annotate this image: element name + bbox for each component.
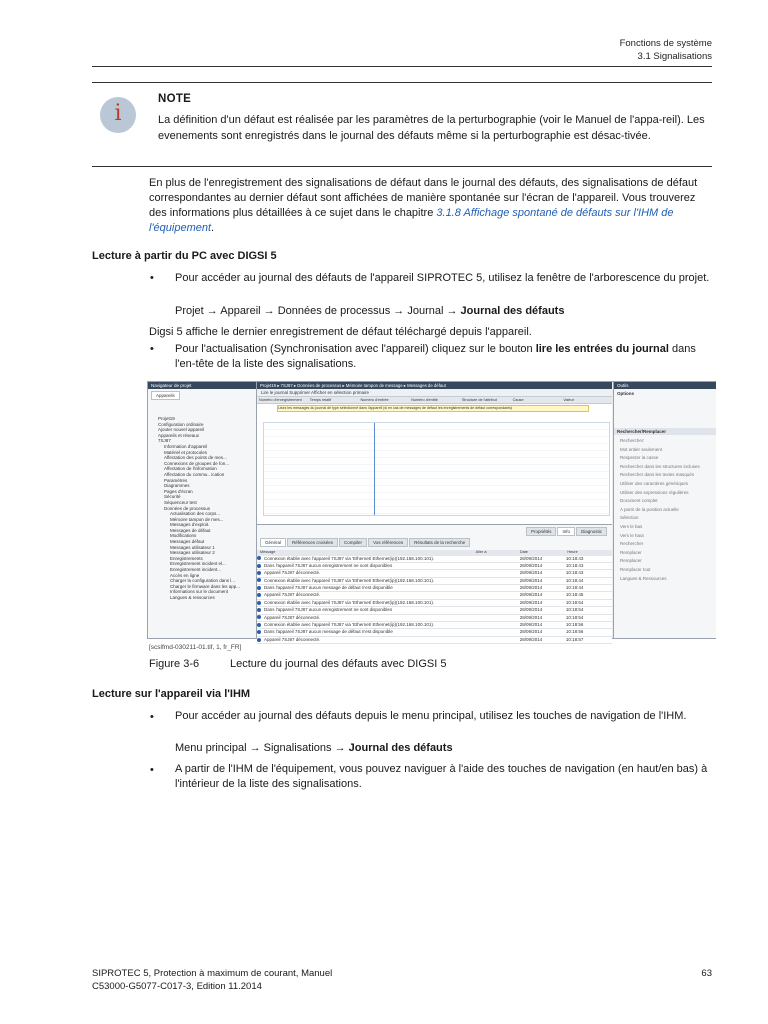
breadcrumb: Projet19 ▸ 7SJ87 ▸ Données de processus ▸ Mémoire tampon de message ▸ Messages de défaut <box>257 382 612 389</box>
tree-item[interactable]: Connexions de groupes de fon... <box>164 460 230 466</box>
message-time: 10:18:45 <box>565 592 584 598</box>
bullet: • <box>150 272 154 284</box>
tree-item[interactable]: Langues & ressources <box>170 595 215 600</box>
message-text: Dans l'appareil 7SJ87 aucun message de défaut n'est disponible <box>257 585 520 591</box>
path-pc-text: Projet → Appareil → Données de processus → Journal → <box>175 305 461 317</box>
message-date: 28/09/2014 <box>519 622 543 628</box>
info-icon <box>257 608 261 612</box>
info-icon <box>257 571 261 575</box>
note-text: La définition d'un défaut est réalisée par les paramètres de la perturbographie (voir le Manuel de l'appa-reil). Les evenements sont enregistrés dans le journal des défauts même si la perturbographie est désac-tivée. <box>158 114 705 142</box>
search-option[interactable]: Langues & Ressources <box>620 575 667 581</box>
inspector-right-tabs <box>257 525 612 538</box>
message-date: 28/09/2014 <box>519 592 543 598</box>
tree-item[interactable]: Actualisation des corps... <box>170 511 221 517</box>
info-icon <box>257 578 261 582</box>
message-row[interactable] <box>257 615 612 622</box>
bullet-pc-2-text: Pour l'actualisation (Synchronisation avec l'appareil) cliquez sur le bouton <box>175 343 536 355</box>
message-text: Connexion établie avec l'appareil 7SJ87 via 'Ethernet/ Ethernet(ip)(192.168.100.101). <box>257 556 520 562</box>
digsi-text: Digsi 5 affiche le dernier enregistrement de défaut téléchargé depuis l'appareil. <box>149 326 532 338</box>
heading-pc: Lecture à partir du PC avec DIGSI 5 <box>92 250 277 262</box>
message-text: Dans l'appareil 7SJ87 aucun message de défaut n'est disponible <box>257 629 520 635</box>
read-journal-toolbar[interactable]: Lire le journal Supprimer Afficher en sélection primaire <box>257 389 612 397</box>
page-number: 63 <box>701 968 712 979</box>
digsi-screenshot <box>147 381 716 642</box>
tree-item[interactable]: Appareils et réseaux <box>158 432 200 438</box>
column-header[interactable]: Numéro d'entité <box>411 398 438 402</box>
info-icon <box>257 556 261 560</box>
message-date: 28/09/2014 <box>519 562 543 568</box>
tree-item[interactable]: Sécurité <box>164 494 181 500</box>
inspector-right-tab[interactable]: Info <box>557 527 575 536</box>
column-header[interactable]: Structure de l'attribut <box>461 398 497 402</box>
search-option[interactable]: A partir de la position actuelle <box>620 506 679 512</box>
message-column-header: Message <box>260 550 276 554</box>
path-pc-bold: Journal des défauts <box>460 305 565 317</box>
message-row[interactable] <box>257 607 612 614</box>
message-row[interactable] <box>257 592 612 599</box>
tree-item[interactable]: Affectation du commu.. ication <box>164 471 225 477</box>
search-option[interactable]: Rechercher <box>620 541 644 547</box>
search-option[interactable]: Vers le haut <box>620 532 644 538</box>
column-divider <box>374 423 375 515</box>
inspector-tabs <box>257 538 612 547</box>
message-text: Appareil 7SJ87 déconnecté. <box>257 637 520 643</box>
path-ihm <box>175 741 715 756</box>
bullet-pc-2-bold: lire les entrées du journal <box>535 343 669 355</box>
message-row[interactable] <box>257 600 612 607</box>
figure-label: Figure 3-6 <box>149 658 200 670</box>
info-icon <box>257 601 261 605</box>
intro-text: En plus de l'enregistrement des signalisations de défaut dans le journal des défauts, des signalisations de défaut correspondantes au dernier défaut sont affichées de manière spontanée sur l'écran de l'appareil. Vous trouverez des informations plus détaillées à ce sujet dans le chapitre <box>149 177 698 219</box>
intro-end: . <box>211 222 215 234</box>
search-option[interactable]: Mot entier seulement <box>620 446 663 452</box>
inspector-tab[interactable]: Compiler <box>339 538 367 547</box>
column-header[interactable]: Temps relatif <box>309 398 332 402</box>
tree-item[interactable]: Messages utilisateur 1 <box>170 544 215 550</box>
bullet: • <box>150 764 154 776</box>
tree-item[interactable]: Données de processus <box>164 505 211 511</box>
bullet-pc-2 <box>175 342 715 372</box>
message-date: 28/09/2014 <box>519 555 543 561</box>
message-time: 10:18:54 <box>565 599 584 605</box>
tree-item[interactable]: Messages d'exploit. <box>170 522 210 528</box>
message-text: Appareil 7SJ87 déconnecté. <box>257 615 520 621</box>
search-option[interactable]: Remplacer tout <box>620 566 651 572</box>
message-row[interactable] <box>257 556 612 563</box>
project-navigator <box>148 382 257 638</box>
search-option[interactable]: Rechercher: <box>620 438 645 443</box>
message-row[interactable] <box>257 563 612 570</box>
message-date: 28/09/2014 <box>519 577 543 583</box>
message-text: Dans l'appareil 7SJ87 aucun enregistrement ne sont disponibles <box>257 607 520 613</box>
inspector-right-tab[interactable]: Diagnostic <box>576 527 607 536</box>
search-option[interactable]: Sélection <box>620 515 639 521</box>
message-time: 10:18:43 <box>565 570 584 576</box>
tree-item[interactable]: Paramètres <box>164 477 188 483</box>
search-option[interactable]: Remplacer <box>620 558 642 564</box>
tools-panel <box>613 382 716 638</box>
search-option[interactable]: Rechercher dans les structures incluses <box>620 463 700 469</box>
footer-title: SIPROTEC 5, Protection à maximum de courant, Manuel <box>92 968 333 979</box>
chapter-link[interactable]: 3.1.8 Affichage spontané de défauts sur l'IHM de l'équipement <box>149 207 674 234</box>
message-date: 28/09/2014 <box>519 607 543 613</box>
navigator-title: Navigateur de projet <box>148 382 256 389</box>
message-date: 28/09/2014 <box>519 599 543 605</box>
tree-item[interactable]: Configuration ordinaire <box>158 421 204 427</box>
tree-item[interactable]: Modifications <box>170 533 197 539</box>
header-section: Fonctions de système <box>619 38 712 49</box>
bullet: • <box>150 711 154 723</box>
message-text: Dans l'appareil 7SJ87 aucun enregistrement ne sont disponibles <box>257 563 520 569</box>
column-header[interactable]: Cause <box>512 398 524 402</box>
message-row[interactable] <box>257 622 612 629</box>
tree-item[interactable]: Messages défaut <box>170 539 205 545</box>
tree-item[interactable]: Diagrammes <box>164 483 190 489</box>
message-date: 28/09/2014 <box>519 570 543 576</box>
note-title: NOTE <box>158 93 192 105</box>
message-text: Connexion établie avec l'appareil 7SJ87 via 'Ethernet/ Ethernet(ip)(192.168.100.101). <box>257 622 520 628</box>
search-option[interactable]: Rechercher dans les textes masqués <box>620 472 695 478</box>
bullet-ihm-2: A partir de l'IHM de l'équipement, vous pouvez naviguer à l'aide des touches de navigation (en haut/en bas) à l'intérieur de la liste des signalisations. <box>175 763 708 790</box>
inspector-tab[interactable]: Général <box>260 538 286 547</box>
message-time: 10:18:54 <box>565 614 584 620</box>
message-column-header: Date <box>519 550 528 554</box>
message-time: 10:18:56 <box>565 622 584 628</box>
path-ihm-text: Menu principal → Signalisations → <box>175 742 349 754</box>
message-time: 10:18:43 <box>565 555 584 561</box>
inspector-tab[interactable]: Vos références <box>368 538 408 547</box>
message-time: 10:18:44 <box>565 585 584 591</box>
inspector-tab[interactable]: Références croisées <box>287 538 338 547</box>
tools-title: Outils <box>614 382 716 389</box>
tree-item[interactable]: 7SJ87 <box>158 438 171 444</box>
tree-item[interactable]: Informations sur le document <box>170 589 229 595</box>
intro-paragraph <box>149 176 714 236</box>
message-text: Connexion établie avec l'appareil 7SJ87 via 'Ethernet/ Ethernet(ip)(192.168.100.101). <box>257 600 520 606</box>
tree-item[interactable]: Affectation des points de mes... <box>164 455 227 461</box>
footer-edition: C53000-G5077-C017-3, Edition 11.2014 <box>92 981 262 992</box>
search-option[interactable]: Utiliser des expressions régulières <box>620 489 689 495</box>
message-text: Appareil 7SJ87 déconnecté. <box>257 570 520 576</box>
tree-item[interactable]: Pages d'écran <box>164 488 193 494</box>
info-icon <box>257 638 261 642</box>
bullet: • <box>150 343 154 355</box>
message-date: 28/09/2014 <box>519 614 543 620</box>
tree-item[interactable]: Enregistrement incident el... <box>170 561 226 567</box>
message-time: 10:18:43 <box>565 562 584 568</box>
column-header[interactable]: Valeur <box>563 398 575 402</box>
message-list <box>257 556 612 645</box>
message-date: 28/09/2014 <box>519 629 543 635</box>
bullet-ihm-1: Pour accéder au journal des défauts depuis le menu principal, utilisez les touches de navigation de l'IHM. <box>175 710 687 722</box>
message-row[interactable] <box>257 637 612 644</box>
message-date: 28/09/2014 <box>519 585 543 591</box>
info-icon <box>257 615 261 619</box>
journal-grid <box>263 422 610 516</box>
inspector-panel <box>257 524 612 642</box>
inspector-right-tab[interactable]: Propriétés <box>526 527 557 536</box>
message-row[interactable] <box>257 585 612 592</box>
header-subsection: 3.1 Signalisations <box>637 51 712 62</box>
search-replace-section[interactable]: Rechercher/Remplacer <box>614 428 716 435</box>
search-option[interactable]: Respecter la casse <box>620 455 659 461</box>
tree-item[interactable]: Projet19 <box>158 416 175 421</box>
tools-options: Options <box>617 391 634 396</box>
message-row[interactable] <box>257 570 612 577</box>
search-option[interactable]: Document complet <box>620 498 658 504</box>
project-tree <box>148 402 256 601</box>
note-rule-bottom <box>92 166 712 167</box>
header-rule <box>92 66 712 67</box>
tree-item[interactable]: Affectation de l'information <box>164 466 217 472</box>
info-icon <box>257 623 261 627</box>
message-time: 10:18:54 <box>565 607 584 613</box>
message-text: Connexion établie avec l'appareil 7SJ87 via 'Ethernet/ Ethernet(ip)(192.168.100.101). <box>257 578 520 584</box>
tree-item[interactable]: Séquenceur test <box>164 499 197 505</box>
message-text: Appareil 7SJ87 déconnecté. <box>257 592 520 598</box>
message-time: 10:18:56 <box>565 629 584 635</box>
path-pc <box>175 304 715 319</box>
tree-item[interactable]: Messages utilisateur 2 <box>170 550 215 556</box>
tooltip-banner: Lisez les messages du journal de type sélectionné dans l'appareil (si en cas de messages de défaut les enregistrements de défaut correspondants) <box>277 405 589 412</box>
tab-appareils[interactable]: Appareils <box>151 391 180 400</box>
search-options <box>614 435 716 587</box>
message-column-header: Aller à <box>475 550 487 554</box>
info-icon <box>257 564 261 568</box>
search-option[interactable]: Utiliser des caractères génériques <box>620 480 689 486</box>
message-time: 10:18:44 <box>565 577 584 583</box>
tree-item[interactable]: Enregistrements <box>170 555 203 561</box>
journal-columns <box>257 397 612 404</box>
tree-item[interactable]: Mémoire tampon de mes... <box>170 516 224 522</box>
tree-item[interactable]: Messages de défaut <box>170 527 211 533</box>
info-icon <box>257 586 261 590</box>
tree-item[interactable]: Charger la configuration dans l... <box>170 578 236 584</box>
tree-item[interactable]: Matériel et protocoles <box>164 449 208 455</box>
info-icon <box>257 593 261 597</box>
tree-item[interactable]: Accès en ligne <box>170 572 200 578</box>
bullet-pc-2-end: dans l'en-tête de la liste des signalisations. <box>175 343 696 370</box>
message-column-header: Heure <box>567 550 578 554</box>
tree-item[interactable]: Information d'appareil <box>164 443 208 449</box>
figure-source: [scslfmd-030211-01.tif, 1, fr_FR] <box>149 644 242 651</box>
search-option[interactable]: Remplacer <box>620 549 642 555</box>
message-date: 28/09/2014 <box>519 636 543 642</box>
figure-caption: Lecture du journal des défauts avec DIGSI 5 <box>230 658 447 670</box>
message-time: 10:18:57 <box>565 636 584 642</box>
editor-area <box>257 382 612 642</box>
path-ihm-bold: Journal des défauts <box>348 742 453 754</box>
info-icon <box>257 630 261 634</box>
bullet-pc-1: Pour accéder au journal des défauts de l'appareil SIPROTEC 5, utilisez la fenêtre de l'arborescence du projet. <box>175 272 710 284</box>
tree-item[interactable]: Ajouter nouvel appareil <box>158 427 205 433</box>
tree-item[interactable]: Charger le firmware dans les app... <box>170 583 241 589</box>
note-rule-top <box>92 82 712 83</box>
message-row[interactable] <box>257 629 612 636</box>
column-header[interactable]: Numéro d'entrée <box>360 398 389 402</box>
tree-item[interactable]: Enregistrement incident... <box>170 567 222 573</box>
info-icon: i <box>100 97 136 133</box>
column-header[interactable]: Numéro d'enregistrement <box>259 398 302 402</box>
message-row[interactable] <box>257 578 612 585</box>
heading-ihm: Lecture sur l'appareil via l'IHM <box>92 688 251 700</box>
inspector-tab[interactable]: Résultats de la recherche <box>409 538 470 547</box>
search-option[interactable]: Vers le bas <box>620 523 643 529</box>
